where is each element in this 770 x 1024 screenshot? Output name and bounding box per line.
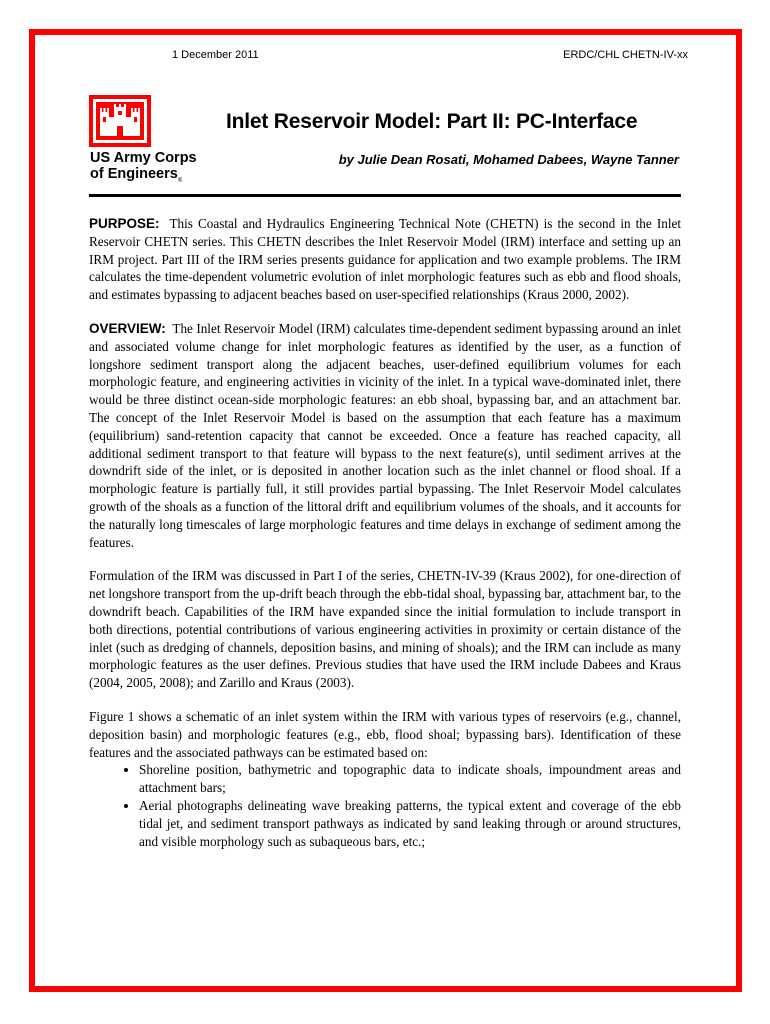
header-doc-id: ERDC/CHL CHETN-IV-xx bbox=[563, 49, 688, 61]
authors-line: by Julie Dean Rosati, Mohamed Dabees, Wayne Tanner bbox=[338, 152, 679, 167]
overview-text: The Inlet Reservoir Model (IRM) calculates time-dependent sediment bypassing around an inlet and associated volume change for inlet morphologic features as identified by the user, as a function of longshore sediment transport along the adjacent beaches, user-defined equilibrium volumes for each morphologic feature, and engineering activities in vicinity of the inlet. In a typical wave-dominated inlet, there would be three distinct ocean-side morphologic features: an ebb shoal, bypassing bar, and an attachment bar. The concept of the Inlet Reservoir Model is based on the assumption that each feature has a maximum (equilibrium) sand-retention capacity that cannot be exceeded. Once a feature has reached capacity, all additional sediment transport to that feature will bypass to the next feature(s), until sediment arrives at the downdrift side of the inlet, or is deposited in another location such as the inlet channel or flood shoal. If a morphologic feature is partially full, it still provides partial bypassing. The Inlet Reservoir Model calculates growth of the shoals as a function of the littoral drift and equilibrium volumes of the shoals, and it accounts for the naturally long timescales of large morphologic features and time delays in exchange of sediment among the features. bbox=[89, 320, 681, 550]
list-item: • Aerial photographs delineating wave breaking patterns, the typical extent and coverage of the ebb tidal jet, and sediment transport pathways as indicated by sand leaking through or around structures, and visible morphology such as subaqueous bars, etc.; bbox=[139, 797, 681, 850]
title-rule bbox=[89, 194, 681, 197]
purpose-text: This Coastal and Hydraulics Engineering Technical Note (CHETN) is the second in the Inlet Reservoir CHETN series. This CHETN describes the Inlet Reservoir Model (IRM) interface and setting up an IRM project. Part III of the IRM series presents guidance for application and two example problems. The IRM calculates the time-dependent volumetric evolution of inlet morphologic features such as ebb and flood shoals, and estimates bypassing to adjacent beaches based on user-specified relationships (Kraus 2000, 2002). bbox=[89, 216, 681, 303]
purpose-paragraph bbox=[89, 215, 681, 304]
logo-mark: ® bbox=[177, 177, 183, 184]
overview-paragraph bbox=[89, 320, 681, 551]
castle-logo-icon bbox=[89, 95, 151, 147]
logo-line1: US Army Corps bbox=[90, 150, 197, 166]
logo-wordmark bbox=[90, 150, 197, 189]
document-body bbox=[89, 215, 681, 850]
figure-intro-paragraph: Figure 1 shows a schematic of an inlet system within the IRM with various types of reservoirs (e.g., channel, deposition basin) and morphologic features (e.g., ebb, flood shoal; bypassing bars). Identification of these features and the associated pathways can be estimated based on: bbox=[89, 708, 681, 760]
formulation-paragraph: Formulation of the IRM was discussed in Part I of the series, CHETN-IV-39 (Kraus 2002), for one-direction of net longshore transport from the up-drift beach through the ebb-tidal shoal, bypassing bar, attachment bar, to the downdrift beach. Capabilities of the IRM have expanded since the initial formulation to include transport in both directions, potential contributions of various engineering activities in proximity or certain distance of the inlet (such as dredging of channels, deposition basins, and mining of shoals); and the IRM can include as many morphologic features as the user defines. Previous studies that have used the IRM include Dabees and Kraus (2004, 2005, 2008); and Zarillo and Kraus (2003). bbox=[89, 568, 681, 691]
list-item: • Shoreline position, bathymetric and topographic data to indicate shoals, impoundment areas and attachment bars; bbox=[139, 761, 681, 797]
header-date: 1 December 2011 bbox=[172, 49, 259, 61]
purpose-label: PURPOSE: bbox=[89, 216, 160, 231]
logo-line2: of Engineers bbox=[90, 166, 178, 182]
overview-label: OVERVIEW: bbox=[89, 320, 166, 336]
document-title: Inlet Reservoir Model: Part II: PC-Interface bbox=[226, 110, 638, 133]
bullet-list bbox=[89, 761, 681, 850]
